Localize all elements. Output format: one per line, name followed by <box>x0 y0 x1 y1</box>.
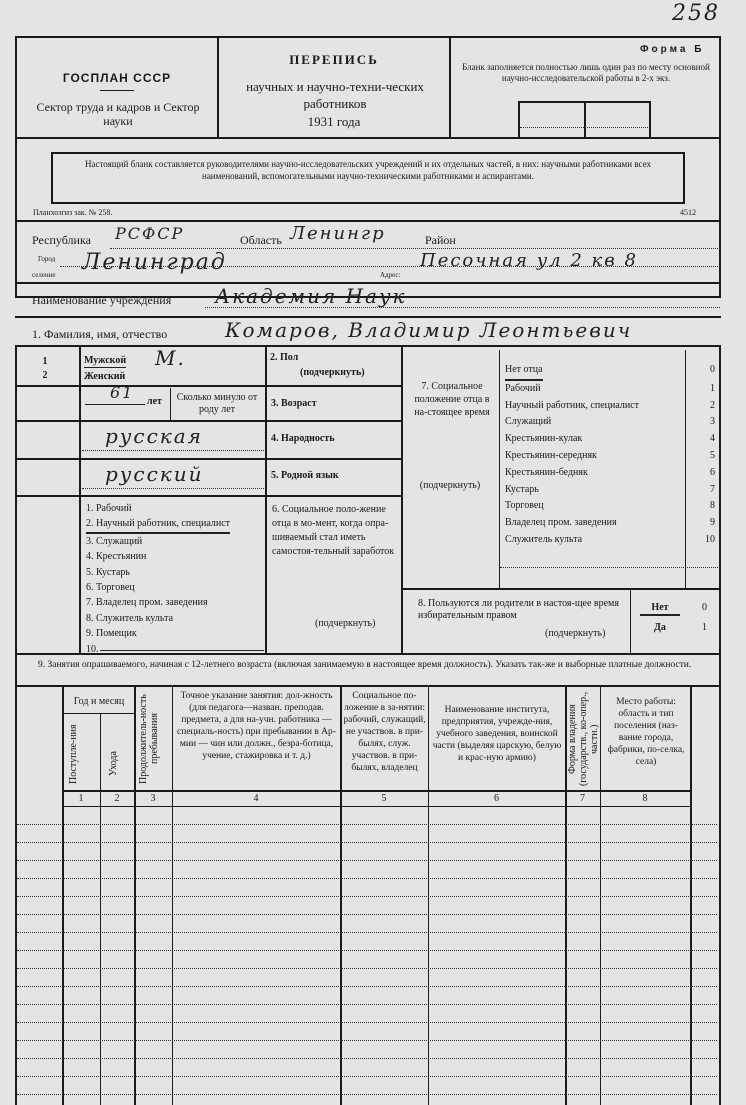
table-row-line <box>17 824 717 825</box>
institution-value: Академия Наук <box>215 284 407 308</box>
fio-value: Комаров, Владимир Леонтьевич <box>225 318 633 342</box>
q7-option-code: 0 <box>710 364 715 375</box>
age-label: 3. Возраст <box>271 398 317 409</box>
table-row-line <box>17 1058 717 1059</box>
sex-option-female[interactable]: Женский <box>84 371 126 382</box>
q6-option[interactable]: 6. Торговец <box>86 582 135 594</box>
sex-code-female: 2 <box>42 370 48 381</box>
column-number: 5 <box>381 793 387 804</box>
column-number: 8 <box>642 793 648 804</box>
sex-value: М. <box>155 346 186 370</box>
q6-option[interactable]: 9. Помещик <box>86 628 137 640</box>
q6-option[interactable]: 8. Служитель культа <box>86 612 174 624</box>
age-value: 61 <box>110 383 135 402</box>
page-number: 258 <box>672 1 720 26</box>
table-row-line <box>17 968 717 969</box>
nationality-label: 4. Народность <box>271 433 335 444</box>
q7-option[interactable] <box>505 498 715 515</box>
city-value: Ленинград <box>82 250 227 275</box>
q7-option-label: Владелец пром. заведения <box>505 517 617 529</box>
selo-label: селение <box>32 271 56 279</box>
q7-option-label: Крестьянин-кулак <box>505 433 583 445</box>
table-row-line <box>17 950 717 951</box>
q7-option[interactable] <box>505 398 715 415</box>
q6-option[interactable]: 5. Кустарь <box>86 566 130 578</box>
sex-option-male[interactable]: Мужской <box>84 355 127 366</box>
republic-label: Республика <box>32 233 91 247</box>
age-note: Сколько минуло от роду лет <box>176 392 258 415</box>
q8-option-yes[interactable]: Да <box>654 622 666 633</box>
print-code: 4512 <box>680 208 696 217</box>
fio-label: 1. Фамилия, имя, отчество <box>32 327 168 341</box>
form-subtitle: научных и научно-техни-ческих работников <box>246 79 424 111</box>
column-divider <box>565 685 567 1105</box>
q6-option-selected[interactable]: 2. Научный работник, специалист <box>86 516 230 533</box>
q7-option[interactable] <box>505 515 715 532</box>
q7-hint: (подчеркнуть) <box>419 480 481 491</box>
table-row-line <box>17 914 717 915</box>
q6-hint: (подчеркнуть) <box>315 618 376 629</box>
q7-option[interactable] <box>505 482 715 499</box>
q7-option-code: 9 <box>710 517 715 529</box>
q7-option-code: 7 <box>710 483 715 495</box>
form-type: Форма Б <box>640 44 705 55</box>
q7-option-code: 10 <box>705 533 715 545</box>
print-info: Планхозгиз зак. № 258. <box>33 208 113 217</box>
oblast-value: Ленингр <box>290 223 386 244</box>
col1-header: Поступле-ния <box>68 724 79 784</box>
q8-hint: (подчеркнуть) <box>545 628 606 639</box>
q7-option-code: 6 <box>710 466 715 478</box>
org-name: ГОСПЛАН СССР <box>62 71 172 85</box>
q7-option-label: Рабочий <box>505 382 541 394</box>
q7-option-code: 8 <box>710 500 715 512</box>
table-row-line <box>17 932 717 933</box>
column-number: 2 <box>114 793 120 804</box>
q8-option-no[interactable]: Нет <box>640 602 680 616</box>
q6-label: 6. Социальное поло-жение отца в мо-мент, когда опра-шиваемый стал иметь самостоя-тельный заработок <box>272 504 395 557</box>
department: Сектор труда и кадров и Сектор науки <box>36 100 200 128</box>
notice-text: Настоящий бланк составляется руководителями научно-исследовательских учреждений и их отдельных частей, в них: научными работниками всех наименований, вспомогательными научно-техническими работниками и аспирантами. <box>85 159 651 181</box>
table-row-line <box>17 1076 717 1077</box>
table-row-line <box>17 1094 717 1095</box>
form-note: Бланк заполняется полностью лишь один раз по месту основной научно-исследовательской работы в 2-х экз. <box>462 62 710 83</box>
q6-option[interactable]: 1. Рабочий <box>86 503 132 514</box>
q7-option-label: Научный работник, специалист <box>505 399 640 411</box>
q7-option-code: 3 <box>710 416 715 428</box>
q7-option-label: Нет отца <box>505 362 543 381</box>
column-divider <box>600 685 601 1105</box>
col4-header: Точное указание занятия: дол-жность (для педагога—назван. преподав. предмета, а для на-учн. работника — специаль-ность) при пребывании в Ар-мии — чин или должн., безра-ботица, учение, стажировка и т. д.) <box>177 691 336 761</box>
q7-option-label: Крестьянин-середняк <box>505 449 597 461</box>
column-divider <box>172 685 173 1105</box>
col6-header: Наименование института, предприятия, учрежде-ния, учебного заведения, воинской части (выделяя царскую, белую и крас-ную армию) <box>432 705 562 763</box>
q7-options <box>505 362 715 549</box>
q7-label: 7. Социальное положение отца в на-стоящее время <box>414 381 490 418</box>
q6-option[interactable]: 3. Служащий <box>86 535 143 547</box>
column-divider <box>690 685 692 1105</box>
column-number: 3 <box>150 793 156 804</box>
language-label: 5. Родной язык <box>271 470 339 481</box>
q7-option-label: Служащий <box>505 416 552 428</box>
q7-option[interactable] <box>505 448 715 465</box>
q7-option[interactable] <box>505 414 715 431</box>
column-divider <box>100 713 101 1105</box>
age-unit: лет <box>147 396 162 407</box>
column-number: 4 <box>253 793 259 804</box>
q8-label: 8. Пользуются ли родители в настоя-щее время избирательным правом <box>418 598 619 621</box>
city-label: Город <box>38 255 56 263</box>
table-row-line <box>17 1022 717 1023</box>
col3-header: Продолжитель-ность пребывания <box>138 694 160 784</box>
language-value: русский <box>105 462 204 486</box>
q7-option-code: 2 <box>710 399 715 411</box>
q7-option-label: Кустарь <box>505 483 539 495</box>
column-divider <box>340 685 342 1105</box>
q7-option[interactable] <box>505 431 715 448</box>
q7-option-code: 5 <box>710 449 715 461</box>
q6-option[interactable]: 7. Владелец пром. заведения <box>86 597 208 609</box>
column-divider <box>134 685 136 1105</box>
q7-option[interactable] <box>505 532 715 549</box>
sex-hint: (подчеркнуть) <box>300 367 365 378</box>
address-label: Адрес: <box>380 271 401 279</box>
column-number: 6 <box>494 793 499 804</box>
address-value: Песочная ул 2 кв 8 <box>420 250 638 271</box>
table-row-line <box>17 1004 717 1005</box>
q8-code-yes: 1 <box>702 622 707 633</box>
q7-option-label: Торговец <box>505 500 544 512</box>
year-month-header: Год и месяц <box>73 696 125 707</box>
q7-option-code: 1 <box>710 382 715 394</box>
column-divider <box>62 685 64 1105</box>
q7-option-label: Служитель культа <box>505 533 583 545</box>
col2-header: Ухода <box>108 751 119 777</box>
q6-option[interactable]: 10. <box>86 643 99 655</box>
table-row-line <box>17 896 717 897</box>
column-number: 7 <box>580 793 585 804</box>
table-row-line <box>17 860 717 861</box>
raion-label: Район <box>425 233 456 247</box>
form-year: 1931 года <box>307 114 361 129</box>
q8-code-no: 0 <box>702 602 707 613</box>
q7-option[interactable] <box>505 465 715 482</box>
table-row-line <box>17 986 717 987</box>
table-row-line <box>17 1040 717 1041</box>
col8-header: Место работы: область и тип поселения (наз-вание города, фабрики, по-селка, села) <box>607 697 685 767</box>
q6-options <box>86 501 230 657</box>
column-divider <box>428 685 429 1105</box>
q7-option[interactable] <box>505 381 715 398</box>
institution-label: Наименование учреждения <box>32 293 172 307</box>
col5-header: Социальное по-ложение в за-нятии: рабочий, служащий, не участвов. в при-былях, служ. участвов. в при-былях, владелец <box>343 691 426 773</box>
nationality-value: русская <box>105 424 203 448</box>
sex-code-male: 1 <box>42 356 48 367</box>
q7-option[interactable] <box>505 362 715 381</box>
col7-header: Форма владения (государств., ко-опер., частн.) <box>567 691 600 787</box>
table-row-line <box>17 878 717 879</box>
form-title: ПЕРЕПИСЬ <box>289 52 379 67</box>
oblast-label: Область <box>240 233 282 247</box>
column-number: 1 <box>78 793 84 804</box>
q6-option[interactable]: 4. Крестьянин <box>86 551 147 563</box>
sex-label: 2. Пол <box>270 352 299 363</box>
q7-option-code: 4 <box>710 433 715 445</box>
q7-option-label: Крестьянин-бедняк <box>505 466 588 478</box>
republic-value: РСФСР <box>115 224 185 243</box>
q9-label: 9. Занятия опрашиваемого, начиная с 12-летнего возраста (включая занимаемую в настоящее время должность). Указать так-же и выборные платные должности. <box>38 660 692 670</box>
table-row-line <box>17 842 717 843</box>
